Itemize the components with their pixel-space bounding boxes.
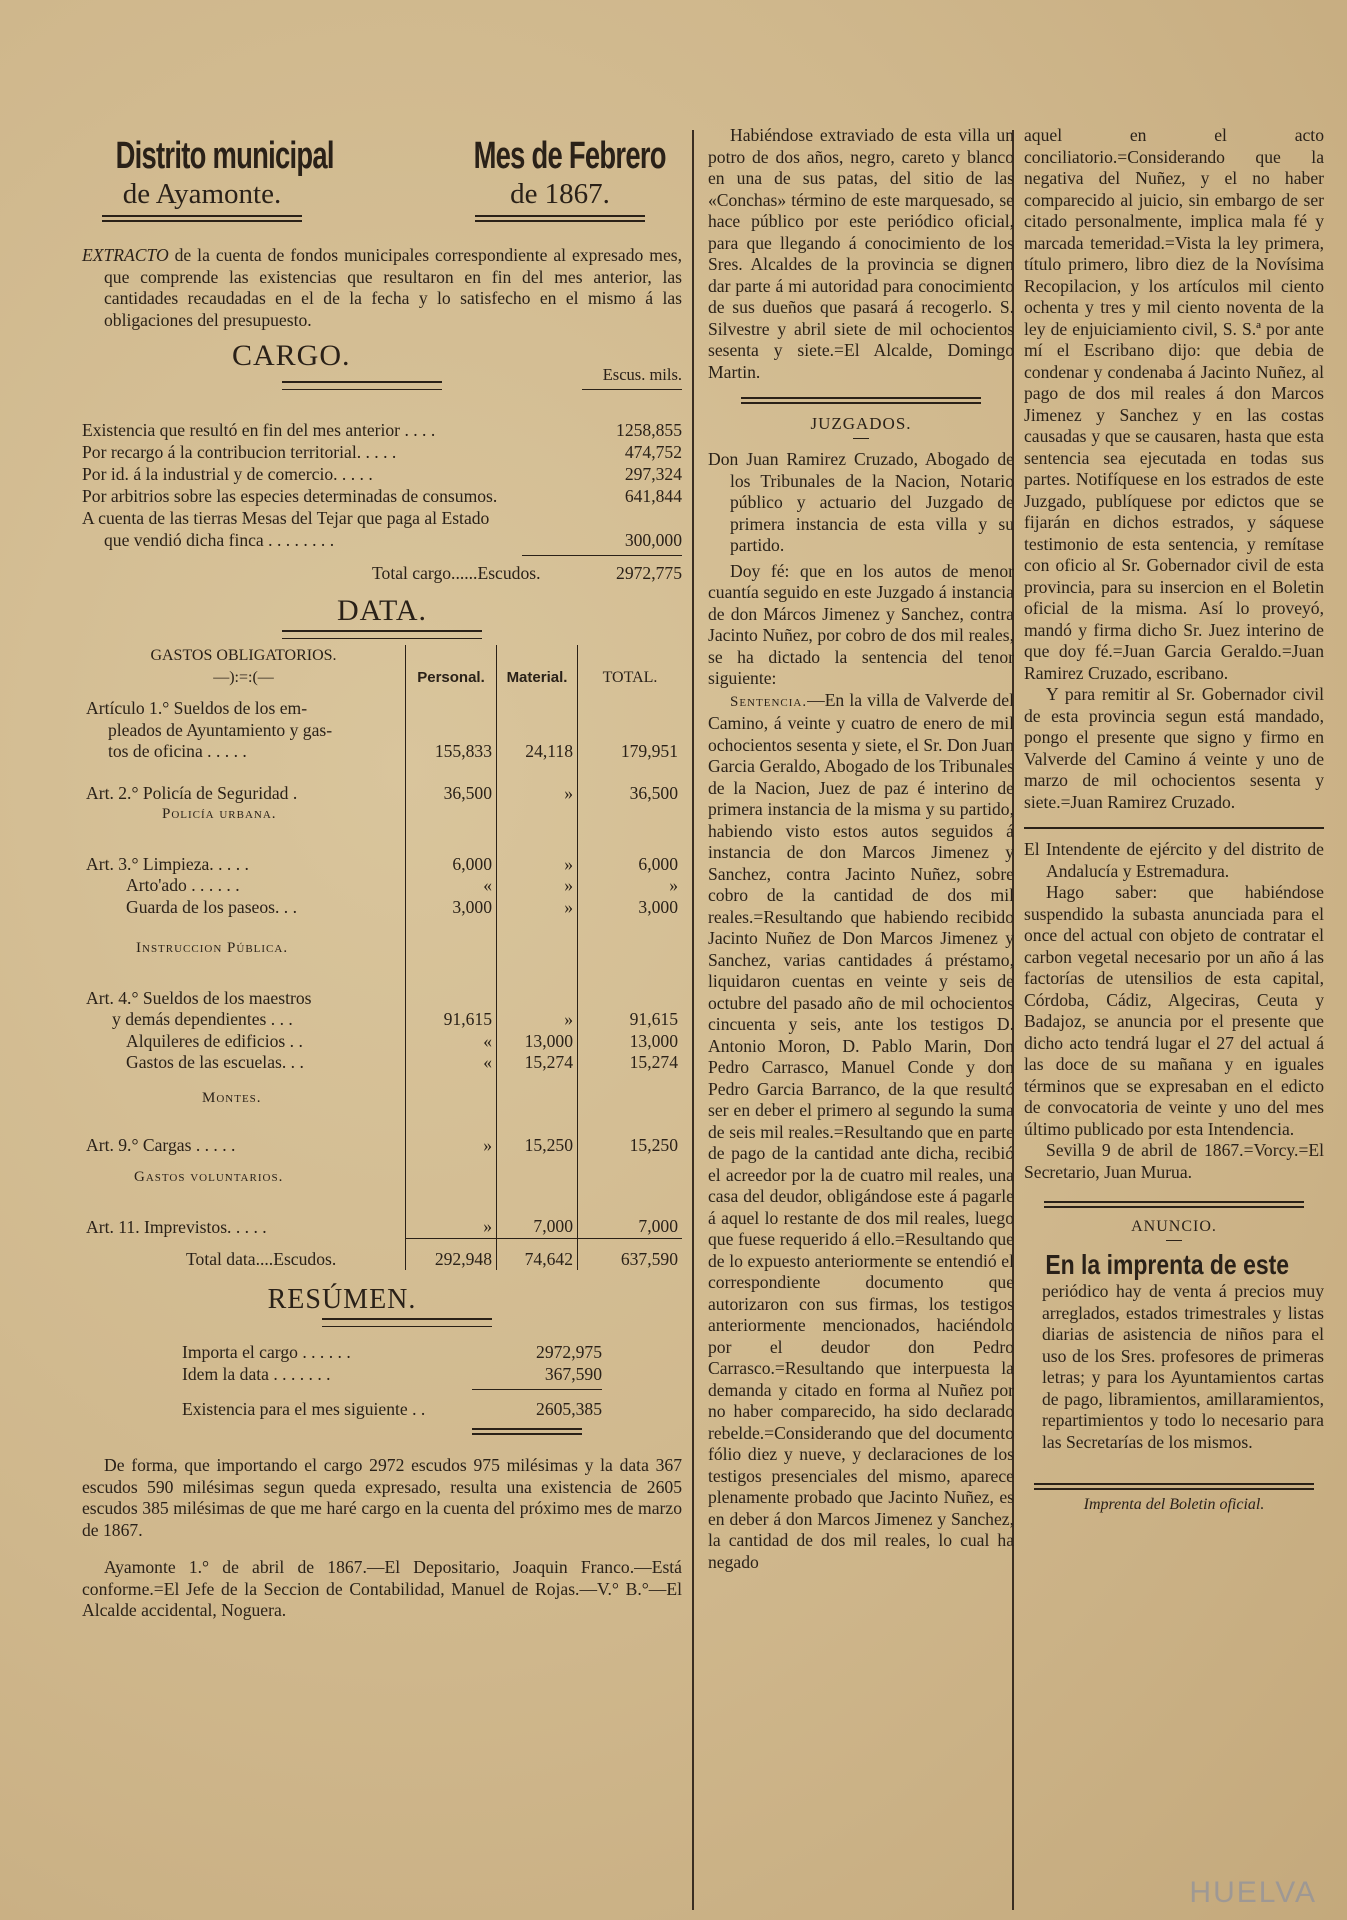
footer-rule xyxy=(1034,1483,1314,1490)
section-voluntarios: Gastos voluntarios. xyxy=(134,1168,284,1185)
ornament xyxy=(322,1318,492,1327)
resumen-rule xyxy=(472,1389,602,1390)
cargo-row: Por id. á la industrial y de comercio. . . . . 297,324 xyxy=(82,464,682,484)
table-row: Art. 2.° Policía de Seguridad . 36,500 » 36,500 xyxy=(82,783,682,805)
cargo-row: Por recargo á la contribucion territorial. . . . . 474,752 xyxy=(82,442,682,462)
section-instruccion: Instruccion Pública. xyxy=(136,940,289,956)
resumen-double-rule xyxy=(472,1428,582,1435)
sentencia-paragraph: Sentencia.—En la villa de Valverde del Camino, á veinte y cuatro de enero de mil ochocientos sesenta y siete, el Sr. Don Juan Garcia Geraldo, Abogado de los Tribunales de la Nacion, Juez de paz é interino de primera instancia de la misma y su partido, habiendo visto estos autos seguidos á instancia de don Marcos Jimenez y Sanchez, contra Jacinto Nuñez, sobre cobro de la cantidad de dos mil reales.=Resultando que habiendo recibido Jacinto Nuñez de Don Marcos Jimenez y Sanchez, varias cantidades á préstamo, liquidaron cuentas en veinte y seis de octubre del pasado año de mil ochocientos cincuenta y seis, ante los testigos D. Antonio Moron, D. Pablo Marin, Don Pedro Carrasco, Manuel Conde y don Pedro Garcia Barranco, de la que resultó ser en deber el primero al segundo la suma de seis mil reales.=Resultando que en parte de pago de la cantidad ante dicha, recibió el acreedor por la de cuatro mil reales, una casa del deudor, obligándose este á pagarle á aquel lo restante de dos mil reales, luego que fuese requerido á ello.=Resultando que de lo expuesto anteriormente se entendió el correspondiente documento que autorizaron con sus firmas, los testigos anteriormente mencionados, haciéndolo por el deudor don Pedro Carrasco.=Resultando que interpuesta la demanda y citado en forma al Nuñez por no haber comparecido, ha sido declarado rebelde.=Considerando que del documento fólio diez y nueve, y declaraciones de los testigos presenciales del mismo, aparece plenamente probado que Jacinto Nuñez, es en deber á don Marcos Jimenez y Sanchez, la cantidad de dos mil reales, lo cual ha negado xyxy=(708,689,1014,1572)
table-row: pleados de Ayuntamiento y gas- xyxy=(82,720,682,742)
dash xyxy=(853,438,869,439)
resumen-rows xyxy=(182,1341,602,1435)
anuncio-heading: ANUNCIO. xyxy=(1131,1218,1217,1235)
table-row: Artículo 1.° Sueldos de los em- xyxy=(82,698,682,720)
notices-column xyxy=(1024,125,1324,1514)
resumen-row: Idem la data . . . . . . . 367,590 xyxy=(182,1364,602,1384)
potro-notice: Habiéndose extraviado de esta villa un potro de dos años, negro, careto y blanco en una de sus patas, del sitio de las «Conchas» término de este marquesado, se hace público por este periódico oficial, para que llegando á conocimiento de los Sres. Alcaldes de la provincia se dignen dar parte á mi autoridad para conocimiento de sus dueños que pasará á recogerlo. S. Silvestre y abril siete de mil ochocientos sesenta y siete.=El Alcalde, Domingo Martin. xyxy=(708,125,1014,382)
data-table xyxy=(82,645,682,1270)
imprenta-footer: Imprenta del Boletin oficial. xyxy=(1083,1496,1265,1513)
table-header xyxy=(82,645,682,688)
cargo-unit: Escus. mils. xyxy=(602,365,682,384)
hago-saber-paragraph: Hago saber: que habiéndose suspendido la subasta anunciada para el once del actual con objeto de contratar el carbon vegetal necesario por un año á las factorías de utensilios de esta capital, Córdoba, Cádiz, Algeciras, Ceuta y Badajoz, se anuncia por el presente que dicho acto tendrá lugar el 27 del actual á las doce de su mañana y en iguales términos que se expresaban en el edicto de convocatoria de veinte y uno del mes último publicado por esta Intendencia. xyxy=(1024,882,1324,1139)
month-header xyxy=(440,135,680,222)
column-rule xyxy=(692,130,694,1910)
doy-fe-paragraph: Doy fé: que en los autos de menor cuantía seguido en este Juzgado á instancia de don Márcos Jimenez y Sanchez, contra Jacinto Nuñez, por cobro de dos mil reales, se ha dictado la sentencia del tenor siguiente: xyxy=(708,560,1014,688)
table-row: Art. 3.° Limpieza. . . . . 6,000 » 6,000 xyxy=(82,854,682,876)
table-row: Alquileres de edificios . . « 13,000 13,000 xyxy=(82,1031,682,1053)
signature-paragraph: Ayamonte 1.° de abril de 1867.—El Depositario, Joaquin Franco.—Está conforme.=El Jefe de la Seccion de Contabilidad, Manuel de Rojas.—V.° B.°—El Alcalde accidental, Noguera. xyxy=(82,1557,682,1620)
unit-rule xyxy=(582,389,682,390)
intendente-paragraph: El Intendente de ejército y del distrito de Andalucía y Estremadura. xyxy=(1024,839,1324,881)
header-gastos: GASTOS OBLIGATORIOS. —):=:(— xyxy=(150,647,337,686)
accounts-column xyxy=(82,245,682,1622)
cargo-rows xyxy=(82,419,682,584)
juzgados-heading: JUZGADOS. xyxy=(810,414,912,433)
library-stamp: HUELVA xyxy=(1189,1876,1317,1909)
sevilla-signature: Sevilla 9 de abril de 1867.=Vorcy.=El Secretario, Juan Murua. xyxy=(1024,1140,1324,1182)
table-row: Art. 9.° Cargas . . . . . » 15,250 15,250 xyxy=(82,1135,682,1157)
forma-paragraph: De forma, que importando el cargo 2972 escudos 975 milésimas y la data 367 escudos 590 milésimas segun queda expresado, resulta una existencia de 2605 escudos 385 milésimas de que me haré cargo en la cuenta del próximo mes de marzo de 1867. xyxy=(82,1455,682,1540)
cargo-total: Total cargo......Escudos. 2972,775 xyxy=(372,563,682,583)
cargo-row: que vendió dicha finca . . . . . . . . 300,000 xyxy=(104,530,682,550)
header-total: TOTAL. xyxy=(578,645,683,688)
resumen-row: Importa el cargo . . . . . . 2972,975 xyxy=(182,1342,602,1362)
dash xyxy=(1166,1240,1182,1241)
extracto-paragraph xyxy=(82,245,682,331)
don-juan-paragraph: Don Juan Ramirez Cruzado, Abogado de los Tribunales de la Nacion, Notario público y actuario del Juzgado de primera instancia de esta villa y su partido. xyxy=(708,449,1014,555)
cargo-heading xyxy=(82,339,682,397)
table-row: Arto'ado . . . . . . « » » xyxy=(82,875,682,897)
table-row: Art. 11. Imprevistos. . . . . » 7,000 7,000 xyxy=(82,1216,682,1238)
table-row: tos de oficina . . . . . 155,833 24,118 179,951 xyxy=(82,741,682,763)
cargo-row: A cuenta de las tierras Mesas del Tejar que paga al Estado xyxy=(82,508,490,528)
cargo-row: Por arbitrios sobre las especies determinadas de consumos. 641,844 xyxy=(82,486,682,506)
section-rule xyxy=(1024,827,1324,829)
header-rule xyxy=(475,215,645,222)
total-rule xyxy=(522,555,682,556)
section-policia: Policía urbana. xyxy=(162,806,277,822)
data-title: DATA. xyxy=(336,594,428,627)
section-rule xyxy=(1044,1201,1304,1208)
table-total: Total data....Escudos. 292,948 74,642 637,590 xyxy=(82,1238,682,1270)
cargo-row: Existencia que resultó en fin del mes anterior . . . . 1258,855 xyxy=(82,420,682,440)
anuncio-headline: En la imprenta de este xyxy=(1045,1249,1290,1280)
district-subtitle: de Ayamonte. xyxy=(122,178,282,210)
month-title: Mes de Febrero xyxy=(473,135,666,177)
table-row: Gastos de las escuelas. . . « 15,274 15,274 xyxy=(82,1052,682,1074)
cargo-title: CARGO. xyxy=(232,339,351,372)
header-rule xyxy=(102,215,302,222)
extracto-lead: EXTRACTO xyxy=(82,245,169,265)
remitir-paragraph: Y para remitir al Sr. Gobernador civil de esta provincia segun está mandado, pongo el presente que signo y firmo en Valverde del Camino á veinte y uno de marzo de mil ochocientos sesenta y siete.=Juan Ramirez Cruzado. xyxy=(1024,684,1324,812)
district-header xyxy=(82,135,334,222)
section-rule xyxy=(741,397,981,404)
header-personal: Personal. xyxy=(406,645,497,688)
section-montes: Montes. xyxy=(202,1089,262,1106)
anuncio-text: periódico hay de venta á precios muy arreglados, estados trimestrales y listas diarias de asistencia de niños para el uso de los Sres. profesores de primeras letras; y para los Ayuntamientos cartas de pago, libramientos, amillaramientos, repartimientos y todo lo necesario para las Secretarías de los mismos. xyxy=(1042,1281,1324,1452)
ornament xyxy=(282,630,482,639)
resumen-title: RESÚMEN. xyxy=(267,1284,417,1315)
table-row: y demás dependientes . . . 91,615 » 91,615 xyxy=(82,1009,682,1031)
extracto-text: de la cuenta de fondos municipales correspondiente al expresado mes, que comprende las existencias que resultaron en fin del mes anterior, las cantidades recaudadas en el de la fecha y lo satisfecho en el mismo á las obligaciones del presupuesto. xyxy=(104,245,682,330)
sentencia-continued: aquel en el acto conciliatorio.=Considerando que la negativa del Nuñez, y el no haber comparecido al juicio, sin embargo de ser citado personalmente, implica mala fé y marcada temeridad.=Vista la ley primera, título primero, libro diez de la Novísima Recopilacion, y los artículos mil ciento ochenta y tres y mil ciento noventa de la ley de enjuiciamiento civil, S. S.ª por ante mí el Escribano dijo: que debia de condenar y condenaba á Jacinto Nuñez, al pago de dos mil reales á don Marcos Jimenez y Sanchez y en las costas causadas y que se causaren, hasta que esta sentencia sea ejecutada en todas sus partes. Notifíquese en los estrados de este Juzgado, publíquese por edictos que se fijarán en dichos estrados, y sáquese testimonio de esta sentencia, y remítase con oficio al Sr. Gobernador civil de esta provincia, para su insercion en el Boletin oficial de la misma. Así lo proveyó, mandó y firma dicho Sr. Juez interino de que doy fé.=Juan Garcia Geraldo.=Juan Ramirez Cruzado, escribano. xyxy=(1024,125,1324,683)
court-column xyxy=(708,125,1014,1573)
table-row: Art. 4.° Sueldos de los maestros xyxy=(82,988,682,1010)
header-material: Material. xyxy=(497,645,578,688)
district-title: Distrito municipal xyxy=(115,135,334,177)
month-subtitle: de 1867. xyxy=(510,178,610,210)
ornament xyxy=(282,381,442,390)
resumen-existencia: Existencia para el mes siguiente . . 2605,385 xyxy=(182,1399,602,1419)
table-row: Guarda de los paseos. . . 3,000 » 3,000 xyxy=(82,897,682,919)
